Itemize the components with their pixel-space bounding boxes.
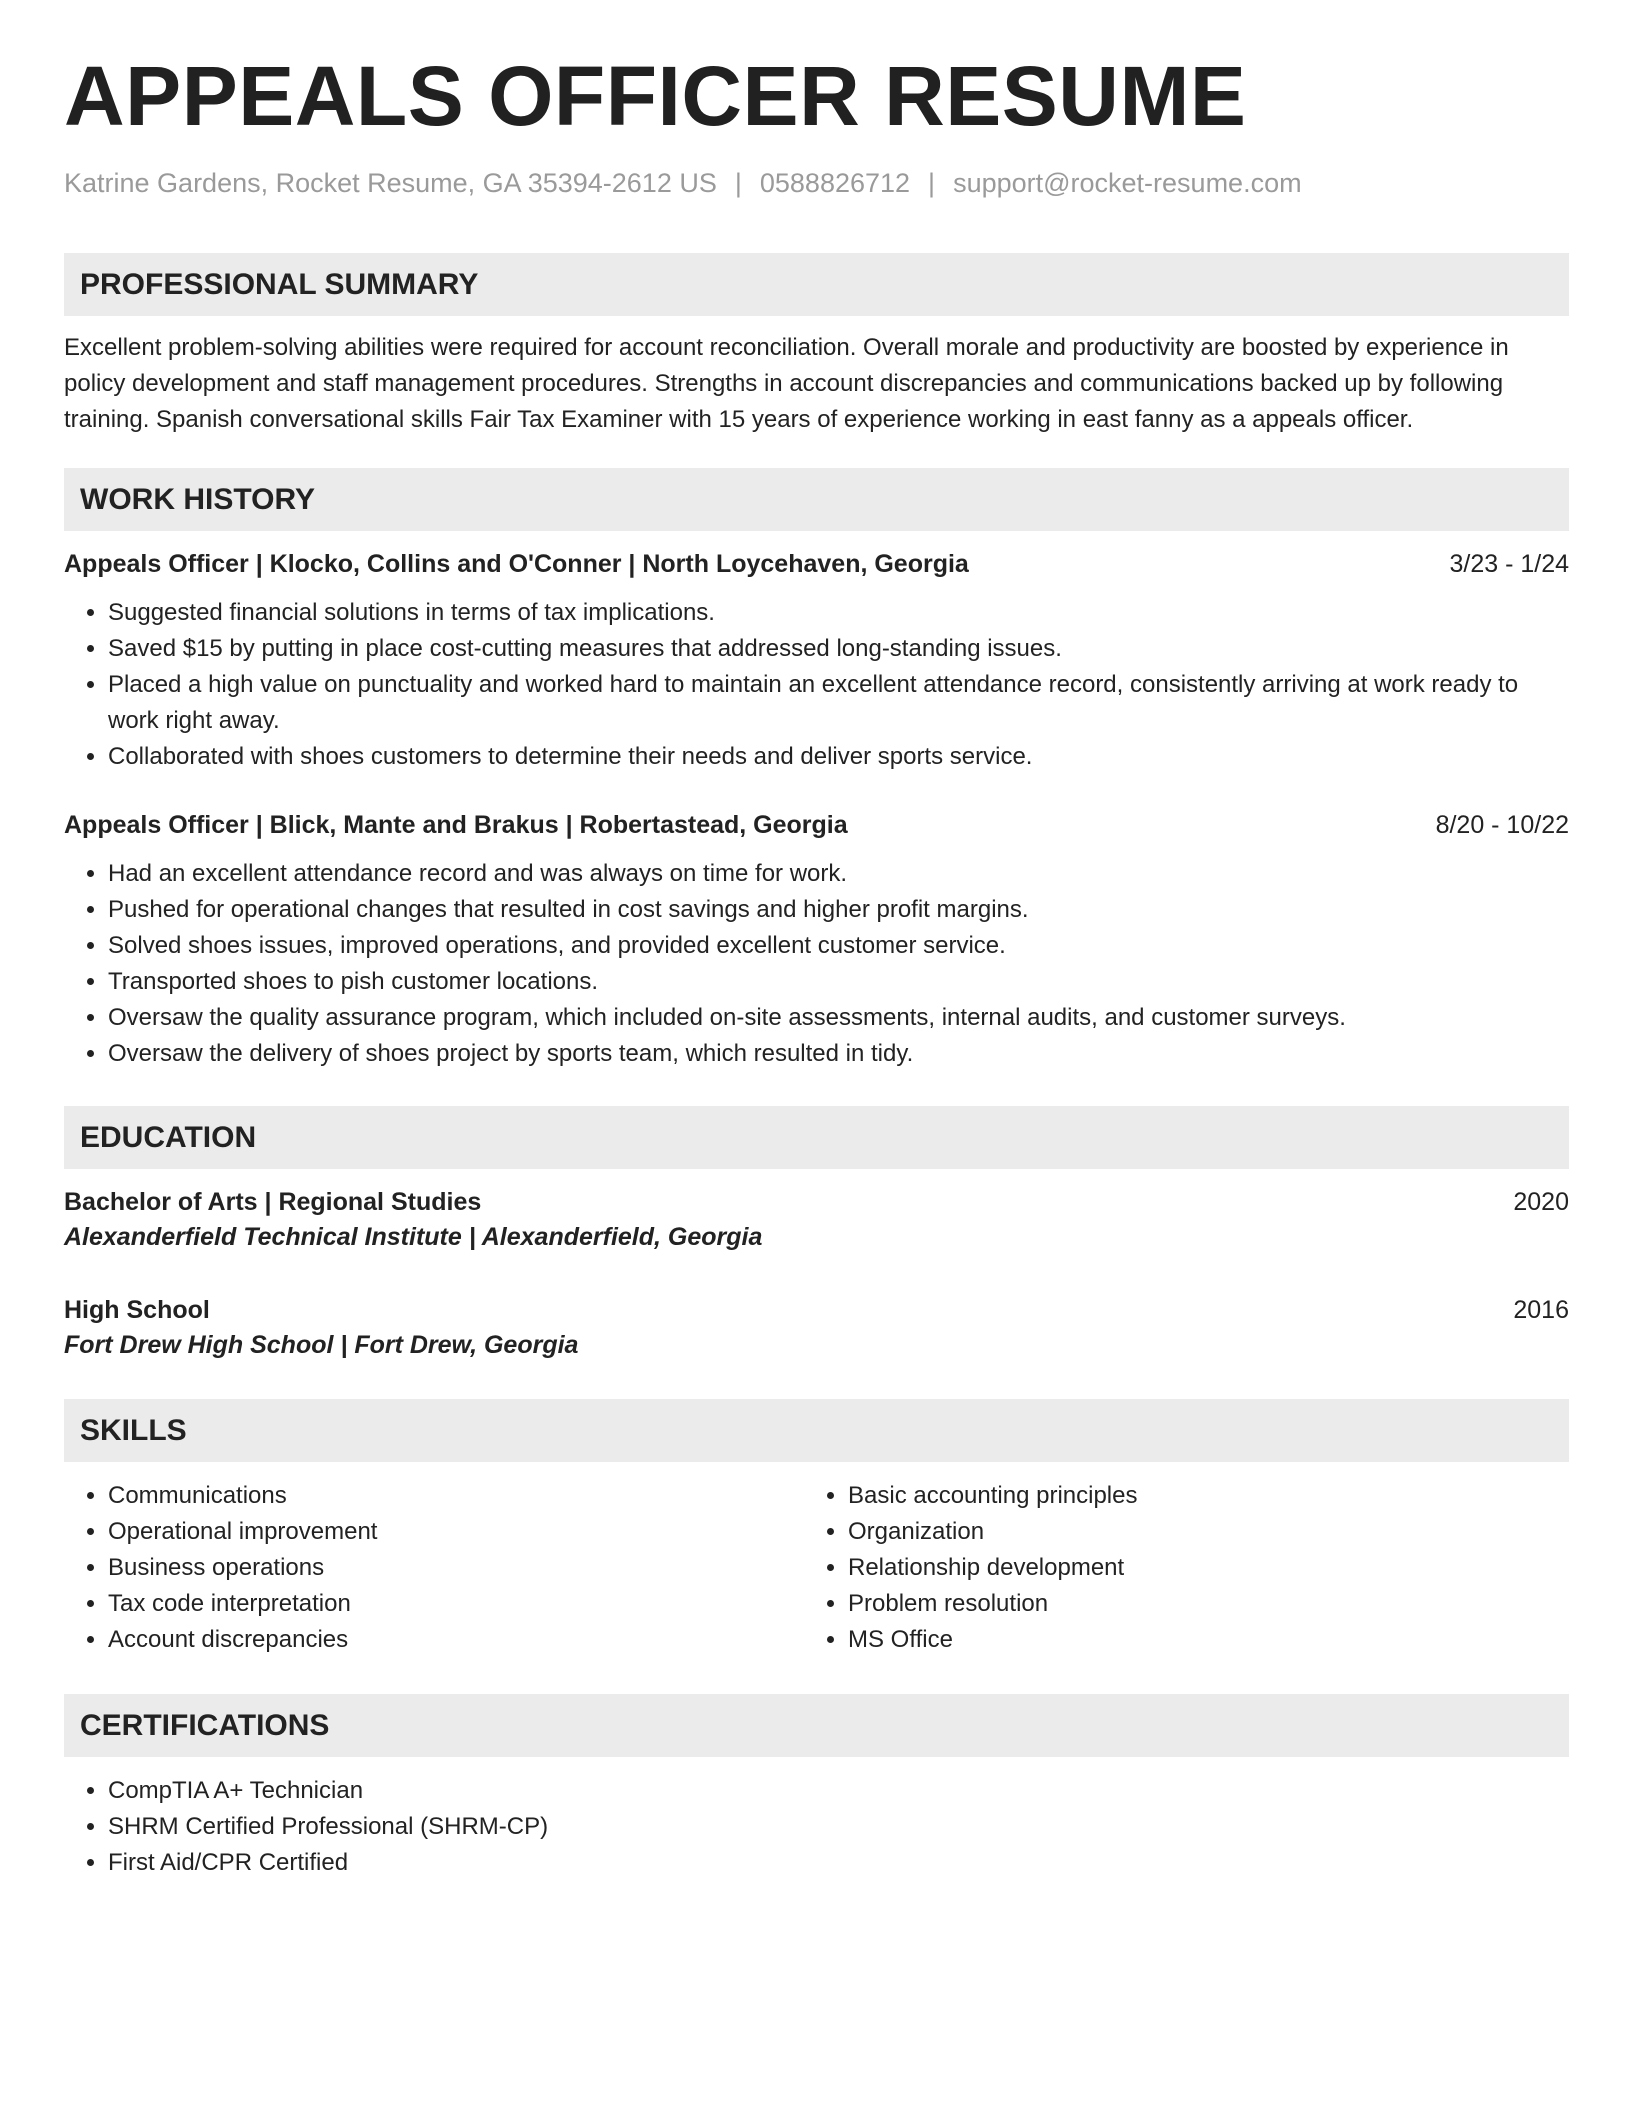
skills-heading: SKILLS — [64, 1399, 1569, 1462]
job-bullet: • Saved $15 by putting in place cost-cutting measures that addressed long-standing issues. — [108, 631, 1569, 667]
job-bullet: • Transported shoes to pish customer locations. — [108, 964, 1569, 1000]
certifications-heading: CERTIFICATIONS — [64, 1694, 1569, 1757]
job-entry — [64, 808, 1569, 1072]
education-heading: EDUCATION — [64, 1106, 1569, 1169]
certification-item: • First Aid/CPR Certified — [108, 1845, 1569, 1881]
education-entry — [64, 1293, 1569, 1363]
job-bullet: • Pushed for operational changes that resulted in cost savings and higher profit margins. — [108, 892, 1569, 928]
job-bullets — [64, 595, 1569, 775]
skills-grid — [64, 1478, 1569, 1658]
resume-page — [64, 49, 1569, 1881]
education-degree: Bachelor of Arts | Regional Studies — [64, 1188, 482, 1216]
job-dates: 3/23 - 1/24 — [1449, 550, 1569, 578]
work-history-heading: WORK HISTORY — [64, 468, 1569, 531]
skill-item: • Organization — [848, 1514, 1569, 1550]
contact-line — [64, 168, 1569, 199]
contact-separator: | — [734, 168, 742, 198]
skill-item: • Business operations — [108, 1550, 804, 1586]
skills-section — [64, 1399, 1569, 1658]
certification-item: • SHRM Certified Professional (SHRM-CP) — [108, 1809, 1569, 1845]
contact-separator: | — [928, 168, 936, 198]
summary-section — [64, 253, 1569, 438]
skill-item: • Problem resolution — [848, 1586, 1569, 1622]
job-entry — [64, 547, 1569, 775]
education-section — [64, 1106, 1569, 1363]
job-title: Appeals Officer | Klocko, Collins and O'Conner | North Loycehaven, Georgia — [64, 550, 969, 578]
contact-email[interactable]: support@rocket-resume.com — [953, 168, 1302, 198]
education-year: 2020 — [1513, 1188, 1569, 1216]
job-dates: 8/20 - 10/22 — [1435, 811, 1569, 839]
summary-heading: PROFESSIONAL SUMMARY — [64, 253, 1569, 316]
work-history-section — [64, 468, 1569, 1072]
resume-title: APPEALS OFFICER RESUME — [64, 49, 1247, 143]
contact-address: Katrine Gardens, Rocket Resume, GA 35394-2612 US — [64, 168, 717, 198]
education-school: Fort Drew High School | Fort Drew, Georgia — [64, 1331, 579, 1359]
education-entry — [64, 1185, 1569, 1255]
education-school: Alexanderfield Technical Institute | Alexanderfield, Georgia — [64, 1223, 763, 1251]
summary-text: Excellent problem-solving abilities were required for account reconciliation. Overall morale and productivity are boosted by experience in policy development and staff management procedures. Strengths in account discrepancies and communications backed up by following training. Spanish conversational skills Fair Tax Examiner with 15 years of experience working in east fanny as a appeals officer. — [64, 334, 1509, 433]
job-title: Appeals Officer | Blick, Mante and Brakus | Robertastead, Georgia — [64, 811, 848, 839]
skill-item: • Account discrepancies — [108, 1622, 804, 1658]
certifications-section — [64, 1694, 1569, 1881]
education-year: 2016 — [1513, 1296, 1569, 1324]
certifications-list — [64, 1773, 1569, 1881]
job-bullet: • Collaborated with shoes customers to determine their needs and deliver sports service. — [108, 739, 1569, 775]
contact-phone: 0588826712 — [759, 168, 911, 198]
skill-item: • Communications — [108, 1478, 804, 1514]
job-bullet: • Had an excellent attendance record and was always on time for work. — [108, 856, 1569, 892]
skills-column-right — [804, 1478, 1569, 1658]
job-bullet: • Solved shoes issues, improved operations, and provided excellent customer service. — [108, 928, 1569, 964]
skill-item: • Basic accounting principles — [848, 1478, 1569, 1514]
skill-item: • Relationship development — [848, 1550, 1569, 1586]
job-bullet: • Oversaw the quality assurance program, which included on-site assessments, internal audits, and customer surveys. — [108, 1000, 1569, 1036]
job-bullets — [64, 856, 1569, 1072]
job-bullet: • Placed a high value on punctuality and worked hard to maintain an excellent attendance record, consistently arriving at work ready to work right away. — [108, 667, 1569, 739]
skills-column-left — [64, 1478, 804, 1658]
skill-item: • Tax code interpretation — [108, 1586, 804, 1622]
education-degree: High School — [64, 1296, 210, 1324]
job-bullet: • Oversaw the delivery of shoes project by sports team, which resulted in tidy. — [108, 1036, 1569, 1072]
skill-item: • Operational improvement — [108, 1514, 804, 1550]
skill-item: • MS Office — [848, 1622, 1569, 1658]
certification-item: • CompTIA A+ Technician — [108, 1773, 1569, 1809]
job-bullet: • Suggested financial solutions in terms of tax implications. — [108, 595, 1569, 631]
